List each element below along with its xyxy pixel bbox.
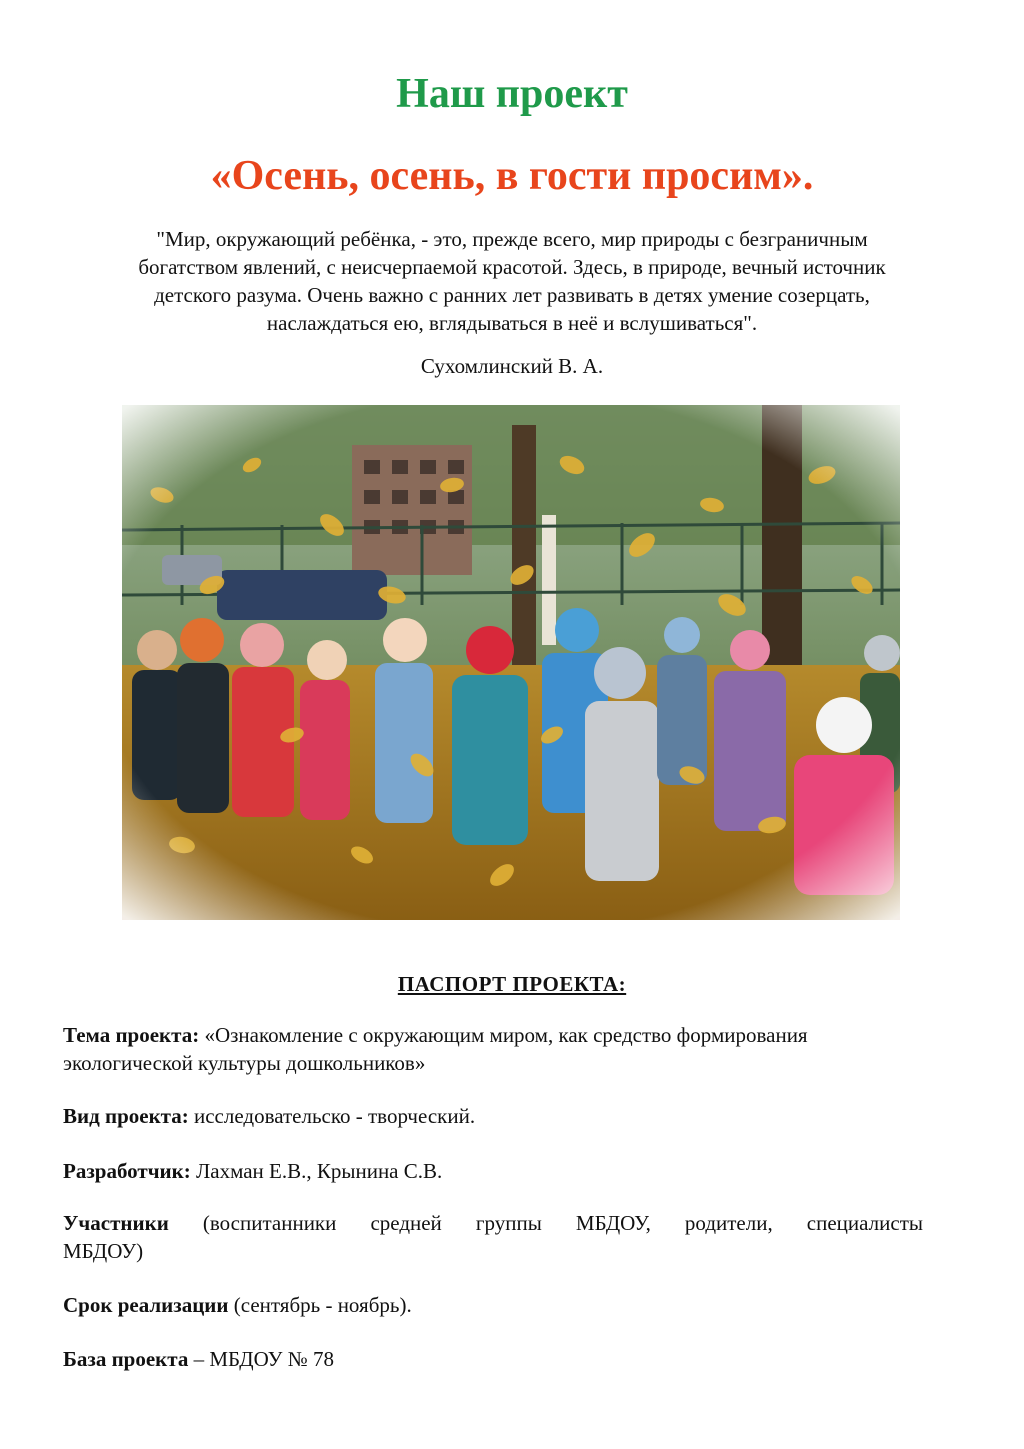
field-period (63, 1291, 923, 1319)
field-value-continued: экологической культуры дошкольников» (63, 1051, 426, 1075)
children-autumn-photo (122, 405, 900, 920)
field-word: (воспитанники (202, 1211, 337, 1235)
field-value: исследовательско - творческий. (194, 1104, 476, 1128)
field-word: МБДОУ, (575, 1211, 651, 1235)
page-title: Наш проект (396, 71, 628, 117)
epigraph-author: Сухомлинский В. А. (420, 354, 604, 378)
field-value: «Ознакомление с окружающим миром, как средство формирования (204, 1023, 808, 1047)
project-name: «Осень, осень, в гости просим». (210, 153, 814, 199)
field-label: Срок реализации (63, 1293, 229, 1317)
field-value-continued: МБДОУ) (63, 1239, 144, 1263)
epigraph-line: наслаждаться ею, вглядываться в неё и вслушиваться". (266, 311, 758, 335)
field-word: группы (475, 1211, 542, 1235)
field-label: Вид проекта: (63, 1104, 189, 1128)
epigraph-line: богатством явлений, с неисчерпаемой красотой. Здесь, в природе, вечный источник (138, 255, 886, 279)
passport-heading: ПАСПОРТ ПРОЕКТА: (397, 972, 627, 996)
field-developer (63, 1157, 923, 1185)
field-label: Тема проекта: (63, 1023, 200, 1047)
field-label: Разработчик: (63, 1159, 191, 1183)
epigraph-line: "Мир, окружающий ребёнка, - это, прежде всего, мир природы с безграничным (156, 227, 868, 251)
field-base (63, 1345, 923, 1373)
field-label: База проекта (63, 1347, 189, 1371)
field-word: средней (370, 1211, 442, 1235)
field-type (63, 1102, 923, 1130)
field-value: Лахман Е.В., Крынина С.В. (196, 1159, 443, 1183)
field-label: Участники (63, 1211, 169, 1235)
epigraph-quote (70, 225, 954, 337)
field-value: (сентябрь - ноябрь). (233, 1293, 412, 1317)
field-value: – МБДОУ № 78 (193, 1347, 334, 1371)
epigraph-line: детского разума. Очень важно с ранних лет развивать в детях умение созерцать, (154, 283, 870, 307)
field-word: специалисты (806, 1211, 923, 1235)
field-topic (63, 1021, 923, 1077)
field-word: родители, (684, 1211, 773, 1235)
field-participants (63, 1209, 923, 1265)
